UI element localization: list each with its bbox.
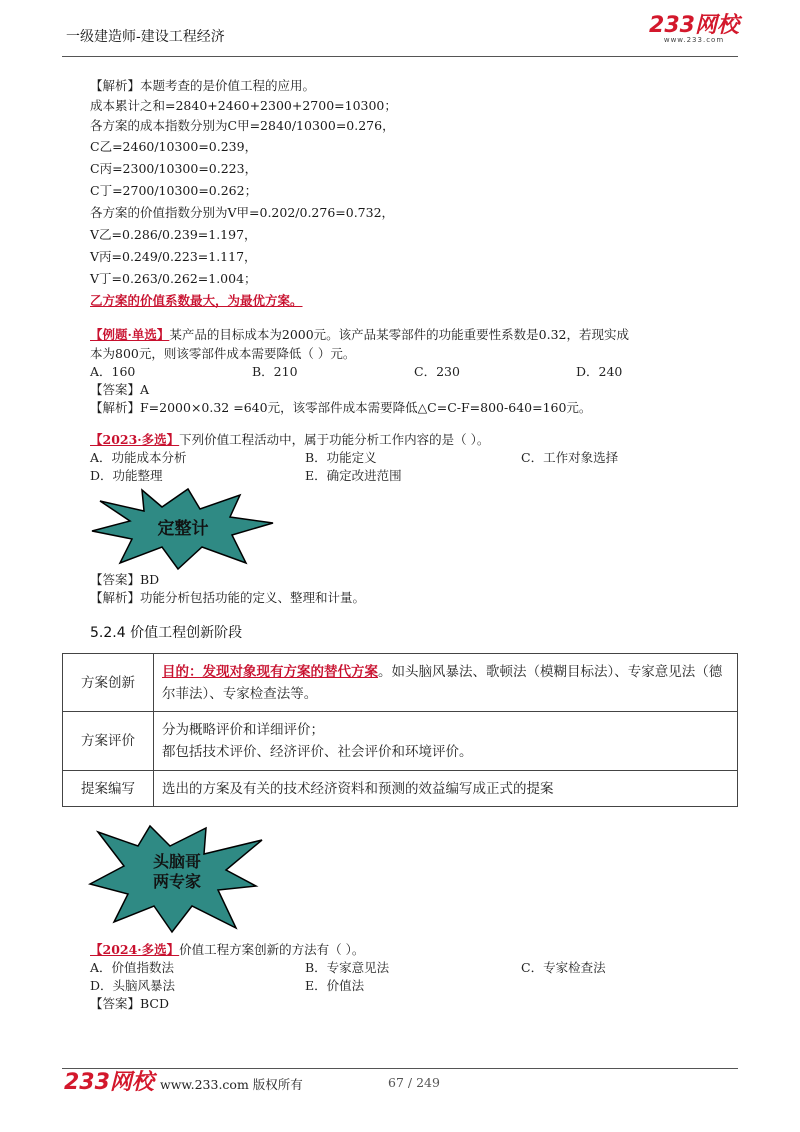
analysis1-line: V丙=0.249/0.223=1.117， [90,249,257,264]
table-row-line: 都包括技术评价、经济评价、社会评价和环境评价。 [162,744,473,760]
q2-answer: 【答案】BD [90,572,160,587]
q2-stem [90,431,489,449]
table-row-key: 提案编写 [63,771,154,807]
q1-stem-line1 [90,326,629,344]
analysis1-line: 各方案的价值指数分别为V甲=0.202/0.276=0.732， [90,205,395,220]
table-row [63,654,738,712]
page-number: 67 / 249 [388,1075,440,1090]
table-row-key: 方案创新 [63,654,154,712]
footer-copyright: www.233.com 版权所有 [160,1077,303,1092]
q2-stem-text: 下列价值工程活动中，属于功能分析工作内容的是（ ）。 [179,432,490,447]
q1-tag: 【例题·单选】 [90,327,170,342]
q1-option-b: B．210 [252,364,298,379]
footer-rule [62,1068,738,1069]
header-logo [648,14,740,44]
q1-stem-text: 某产品的目标成本为2000元。该产品某零部件的功能重要性系数是0.32，若现实成 [169,327,630,342]
table-row-value [154,654,738,712]
q3-tag: 【2024·多选】 [90,942,180,957]
q1-analysis: 【解析】F=2000×0.32 =640元，该零部件成本需要降低△C=C-F=800-640=160元。 [90,400,592,415]
table-highlight: 目的：发现对象现有方案的替代方案 [162,663,378,680]
header-rule [62,56,738,57]
analysis1-line: C丁=2700/10300=0.262； [90,183,258,198]
analysis1-line: V乙=0.286/0.239=1.197， [90,227,257,242]
q3-stem-text: 价值工程方案创新的方法有（ ）。 [179,942,365,957]
section-title: 5.2.4 价值工程创新阶段 [90,625,243,641]
analysis1-line: 【解析】本题考查的是价值工程的应用。 [90,78,316,93]
analysis1-line: C乙=2460/10300=0.239， [90,139,258,154]
q3-option-e: E．价值法 [305,978,365,993]
q2-tag: 【2023·多选】 [90,432,180,447]
analysis1-line: 各方案的成本指数分别为C甲=2840/10300=0.276， [90,118,395,133]
header-logo-url: www.233.com [663,36,725,44]
table-row-line: 分为概略评价和详细评价； [162,722,324,738]
table-row-key: 方案评价 [63,712,154,771]
analysis1-line: 成本累计之和=2840+2460+2300+2700=10300； [90,98,397,113]
q1-option-c: C．230 [414,364,460,379]
analysis1-conclusion: 乙方案的价值系数最大，为最优方案。 [90,293,303,308]
q2-option-d: D．功能整理 [90,468,163,483]
q3-answer: 【答案】BCD [90,996,170,1011]
q2-option-e: E．确定改进范围 [305,468,402,483]
footer-logo: 233网校 [64,1070,154,1095]
q2-option-c: C．工作对象选择 [521,450,619,465]
mnemonic-starburst-2 [88,822,266,934]
q1-answer: 【答案】A [90,382,150,397]
table-row-value [154,712,738,771]
q3-option-c: C．专家检查法 [521,960,606,975]
q1-option-a: A．160 [90,364,136,379]
starburst-2-line1: 头脑哥 [152,852,201,871]
table-row [63,712,738,771]
starburst-1-text: 定整计 [157,519,209,539]
q3-option-b: B．专家意见法 [305,960,390,975]
document-header-title: 一级建造师-建设工程经济 [66,29,225,45]
table-row [63,771,738,807]
table-row-text: 。如头脑风暴法、歌顿法（模糊目标法）、专家意见法（德尔菲法）、专家检查法等。 [162,663,723,702]
analysis1-line: V丁=0.263/0.262=1.004； [90,271,257,286]
analysis1-line: C丙=2300/10300=0.223， [90,161,258,176]
q2-analysis: 【解析】功能分析包括功能的定义、整理和计量。 [90,590,366,605]
q3-stem [90,941,364,959]
q1-option-d: D．240 [576,364,623,379]
mnemonic-starburst-1 [90,487,276,571]
innovation-stage-table [62,653,738,807]
q1-stem-line2: 本为800元，则该零部件成本需要降低（ ）元。 [90,346,356,361]
q3-option-a: A．价值指数法 [90,960,175,975]
q2-option-b: B．功能定义 [305,450,377,465]
header-logo-text: 233网校 [649,13,739,38]
q2-option-a: A．功能成本分析 [90,450,187,465]
q3-option-d: D．头脑风暴法 [90,978,176,993]
table-row-value: 选出的方案及有关的技术经济资料和预测的效益编写成正式的提案 [154,771,738,807]
starburst-2-line2: 两专家 [152,872,201,891]
